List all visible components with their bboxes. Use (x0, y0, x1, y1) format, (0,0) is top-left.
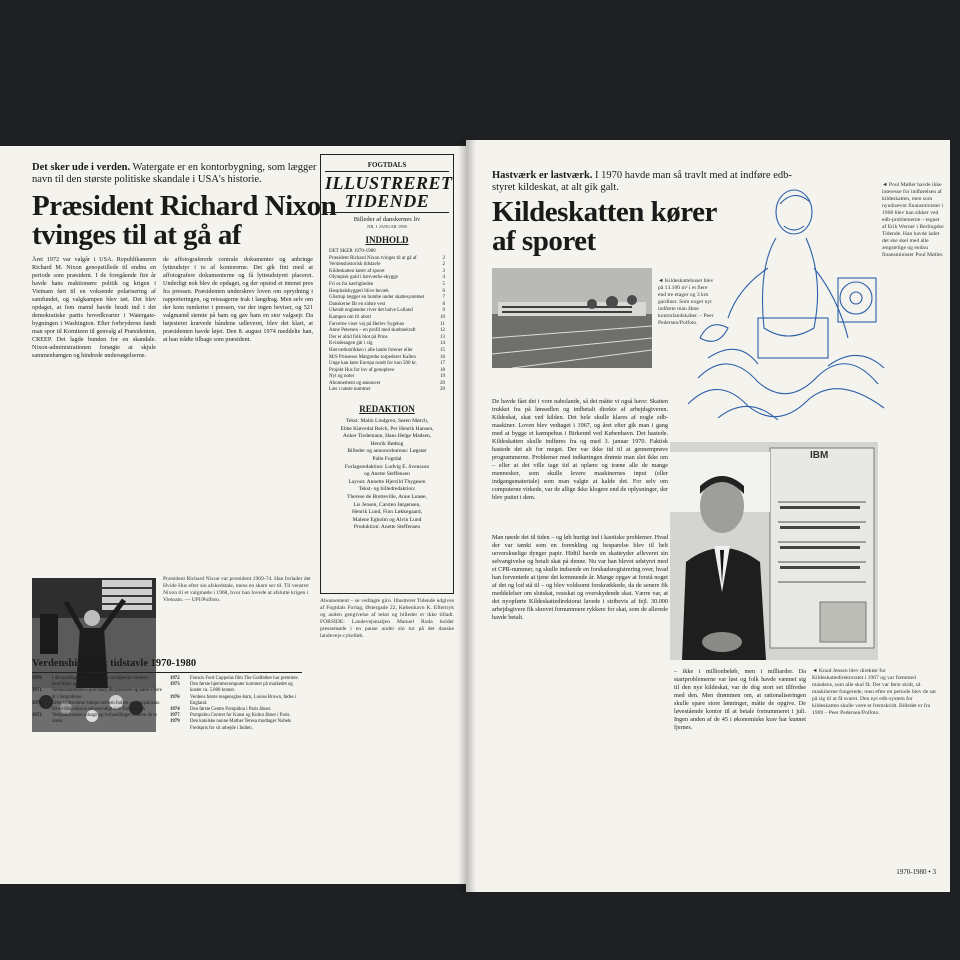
timeline-rule (32, 672, 302, 673)
building-photo-graphic (492, 268, 652, 368)
timeline-year: 1979 (170, 719, 180, 725)
timeline-row (32, 713, 164, 725)
timeline-year: 1971 (32, 688, 42, 694)
toc-item-label: Glistrup lægger en bombe under skattesystemet (329, 295, 425, 301)
toc-item-label: Præsident Richard Nixon tvinges til at gå af (329, 255, 417, 261)
toc-item-label: Verdenshistorisk tidstavle (329, 262, 381, 268)
toc-item (329, 315, 445, 322)
toc-item (329, 328, 445, 335)
staff-line: Forlagsredaktion: Ludvig E. Svensson (344, 463, 430, 470)
toc-item (329, 269, 445, 276)
staff-line: og Anette Steffensen (364, 471, 410, 478)
timeline-event: Verdens første reagensglas-barn, Louise Brown, fødes i England. (190, 694, 297, 706)
toc-item-label: Danskerne får en sidste vest (329, 301, 386, 307)
timeline-row (170, 682, 302, 694)
toc-item (329, 282, 445, 289)
toc-item (329, 374, 445, 381)
toc-item-page: 12 (440, 328, 445, 334)
staff-line: Ebbe Kløvedal Reich, Per Henrik Hansen, (340, 425, 434, 432)
toc-item-label: Anne Petersen – en profil med skæbnekraft (329, 328, 416, 334)
timeline-year: 1973 (170, 682, 180, 688)
kildeskat-headline-line2: af sporet (492, 225, 596, 257)
masthead-publisher: FOGTDALS (367, 161, 407, 169)
toc-item-page: 19 (440, 374, 445, 380)
toc-item-page: 20 (440, 380, 445, 386)
timeline-column-right (170, 676, 302, 732)
toc-item (329, 262, 445, 269)
timeline-column-left (32, 676, 164, 726)
cartoon-caption: ◄ Poul Møller havde ikke interesse for indførelsen af kildeskatten, men som nyudnævnt finansminister i 1968 blev han sikker ved edb-problemerne – tegnet af Erik Werner i Berlingske Tidende. Han havde ladet det ske skel med alle ængstelige og endnu finansminister Poul Møller. (882, 182, 944, 258)
toc-item (329, 308, 445, 315)
toc-item (329, 381, 445, 388)
nixon-article-col1: Året 1972 var valgår i USA. Republikaneren Richard M. Nixon genopstillede til endnu en periode som præsident. I de foregående fire år havde hans reaktionære politik og krigen i Vietnam ført til en voksende polarisering af samfundet, og valgkampen blev tæt. Det blev opdaget, at fem mænd havde brudt ind i det demokratiske partis hovedkvarter i Watergate-bygningen i Washington. Efter forbryderne fandt man spor til Komiteen til genvalg af Præsidenten, CREEP. Det lagde bunden for en skandale. Nixon-administrationen forsøgte at skjule sammenhængen og hindrede undersøgelserne. (32, 256, 156, 359)
ibm-logo: IBM (810, 450, 829, 461)
toc-item-page: 8 (442, 301, 445, 307)
timeline-year: 1971 (32, 700, 42, 706)
staff-line: Henrik Bødtog (370, 440, 404, 447)
toc-item-label: Unge kan køre Europa rundt for kun 500 kr. (329, 361, 417, 367)
toc-item-label: Nyt og noter (329, 374, 355, 380)
staff-line: Lis Jensen, Carsten Jørgensen, (353, 501, 421, 508)
timeline-event: Francis Ford Coppolas film The Godfather har premiere. (190, 676, 299, 681)
staff-line: Tekst: Malin Lindgren, Søren Mørch, (345, 418, 429, 425)
staff-line: Tekst- og billedredaktion: (358, 486, 416, 493)
timeline-event: I det nordlige Irland udbryder uroligheder mellem katolikker og protestanter. (52, 676, 148, 688)
toc-item-label: Olympisk guld i hærværks-skygge (329, 275, 399, 281)
nixon-headline-line1: Præsident Richard Nixon (32, 190, 337, 222)
toc-item-label: Læs i næste nummer (329, 387, 371, 393)
toc-item (329, 256, 445, 263)
timeline-row (170, 719, 302, 731)
toc-item-label: Hospitalsbyggeri blive bevæk (329, 288, 389, 294)
toc-item-page: 6 (442, 288, 445, 294)
staff-line: Malene Egholm og Alvin Lund (352, 516, 422, 523)
toc-item-label: DET SKER 1970-1980 (329, 249, 376, 254)
staff-list (321, 418, 453, 532)
toc-item (329, 249, 445, 256)
timeline-event: Den første Centre Pompidou i Paris åbner. (190, 707, 272, 713)
toc-item-page: 3 (442, 268, 445, 274)
timeline-year: 1974 (170, 707, 180, 713)
redaktion-heading: REDAKTION (359, 404, 415, 415)
toc-item-page: 4 (442, 275, 445, 281)
tax-machine-cartoon (688, 168, 888, 436)
timeline-row (170, 695, 302, 707)
masthead-title-line2: TIDENDE (344, 191, 430, 211)
toc-item-label: Projekt Hus for lov af genopleve (329, 367, 395, 373)
nixon-article-col2: de affotograferede centrale dokumenter og anbringe lytteudstyr i to af kontorerne. Det gik fint med at affotografere dokumenterne og få lytteudstyret placeret. Underligt nok blev de opdaget, og der opstod et intenst pres fra pressen. Præsidenten underskrev loven om oprydning i rapporteringen, og retssagerne trak i langdrag. Men selv om der kom rumlerier i pressen, var der ingen beviser, og 521 valgmænd stemte på ham og gav ham en stor valgsejr. Da højesteret krævede båndene udleveret, blev det klart, at præsidenten havde løjet. Den 8. august 1974 meddelte han, at han trådte tilbage som præsident. (163, 256, 313, 343)
toc-item-label: Hærværkstrikken i alle lande forener eller (329, 347, 413, 353)
toc-item (329, 361, 445, 368)
ibm-photo-caption: ◄ Knud Jensen blev direktør for Kildeskattedirektoratet i 1967 og var fremmed mandens, som alle skal få. Det var først skidt, så maskinerne fungerede, men efter en periode blev de sat på sig til at få svaret. Den nyt edb-system for kildeskatten skulle være et fremskridt. Billedet er fra 1969 – Peer Pedersen/Polfoto. (812, 668, 936, 716)
kildeskat-headline-line1: Kildeskatten kører (492, 196, 717, 228)
toc-item-label: Abonnement og annoncer (329, 380, 381, 386)
masthead-title (325, 171, 453, 213)
toc-item-page: 14 (440, 341, 445, 347)
toc-item-label: Farverne viser vej på Herlev Sygehus (329, 321, 405, 327)
staff-line: Layout: Annette Hjerrild Thygesen (348, 478, 426, 485)
magazine-spine (458, 140, 476, 892)
toc-item-label: Kampen om fri abort (329, 314, 372, 320)
toc-item-label: Kvindesagen går i sig (329, 341, 373, 347)
page-number: 1970-1980 • 3 (896, 868, 936, 876)
kildeskat-building-photo (492, 268, 652, 368)
timeline-event: Pompidou Centret for Kunst og Kultur åbner i Paris. (190, 713, 291, 719)
staff-line: Henrik Lund, Finn Løkkegaard, (351, 509, 423, 516)
toc-item-page: 18 (440, 367, 445, 373)
toc-item (329, 387, 445, 394)
kildeskat-article-col1-continued: Man nøede det til tiden – og løb hurtigt ind i kaotiske problemer. Hvad der var tænkt som en forenkling og besparelse blev til helt uoverskuelige dynger papir. Hidtil havde en skatteyder afleveret sin selvangivelse og betalt skat på denne. Nu var han blevet udstyret med et CPR-nummer, og skulle indsende en forskudsregistrering over, hvad han forventede at tjene det kommende år. Mange opgav at forstå noget af det og lod stå til – og blev voldsomt forskrækkede, da de senere fik meddelelser om slutskat, restskat og overskydende skat. Værre var, at det nyopførte Kildeskattedirektorat lavede i stribevis af fejl. 30.000 arbejdsgivere fik skrevet fornummere rykkere for skat, som de allerede havde betalt. (492, 534, 668, 621)
left-kicker: Det sker ude i verden. Watergate er en kontorbygning, som lægger navn til den største politiske skandale i USA's historie. (32, 162, 317, 185)
timeline-title: Verdenshistorisk tidstavle 1970-1980 (32, 658, 197, 669)
masthead-box (320, 154, 454, 594)
masthead-subtitle: Billeder af danskernes liv (353, 216, 421, 223)
toc-item (329, 355, 445, 362)
toc-item-label: Fri os fra kærligheden (329, 281, 374, 287)
toc-item-label: Der er altid folk blot på Prins (329, 334, 388, 340)
toc-item (329, 275, 445, 282)
toc-heading: INDHOLD (365, 235, 409, 245)
building-photo-caption: ◄ Kildeskattehuset blev på 13.100 m² i et flere end tre etager og 3 km gardiner. Som noget nyt indførte man åbne kontorlandskaber. – Peer Pedersen/Polfoto. (658, 278, 714, 326)
toc-item-page: 16 (440, 354, 445, 360)
left-page (0, 146, 466, 884)
toc-item-page: 5 (442, 281, 445, 287)
toc-item-page: 2 (442, 262, 445, 268)
toc-item-label: Ukendt englænder river det halve Lolland (329, 308, 413, 314)
toc-item (329, 348, 445, 355)
nixon-photo-caption: Præsident Richard Nixon var præsident 1969-74. Han forlader det Hvide Hus efter sin afskedstale, mens en skare ser til. Til venstre: Nixon til et valgmøde i 1968, hvor han lovede at afslutte krigen i Vietnam. — UPI/Polfoto. (163, 576, 311, 603)
toc-item (329, 289, 445, 296)
timeline-row (32, 688, 164, 700)
kildeskat-headline (492, 198, 717, 256)
staff-line: Palle Fogtdal (372, 456, 402, 463)
toc-item-page: 9 (442, 308, 445, 314)
timeline-event: Den katolske nonne Mother Teresa modtager Nobels Fredspris for sit arbejde i Indien. (190, 719, 292, 731)
toc-item-page: 7 (442, 295, 445, 301)
staff-line: Therese de Bretteville, Anne Lunøe, (347, 494, 427, 500)
kildeskat-article-col2: – ikke i millionbeløb, men i milliarder. Da startproblemerne var løst og folk havde vænnet sig til den nye kildeskat, var de dog stort set tilfredse med den. Men drømmen om, at rationaliseringen skulle spare store lønninger, måtte de opgive. De løvestående kontor til at betale fornummeret i juli. Ingen anden af de 45 i økonomiske krav har kunnet fjernes. (674, 668, 806, 731)
nixon-headline-line2: tvinges til at gå af (32, 219, 242, 251)
staff-line: Anker Tiedemann, Hans Helge Madsen, (342, 433, 432, 440)
right-kicker: Hastværk er lastværk. I 1970 havde man så travlt med at indføre edb-styret kildeskat, at alt gik galt. (492, 170, 792, 193)
timeline-event: Efter voldsomme kampe mellem Indien og Vestpakistan bliver Østpakistan selvstændigt som Bangladesh. (52, 700, 160, 713)
ibm-photo-graphic (670, 442, 878, 660)
staff-line: Produktion: Anette Steffensen (353, 524, 421, 531)
kildeskat-article-col1: De havde fået det i vore nabolande, så det måtte vi også have: Skatten trukket fra på lønsedlen og indbetalt direkte af arbejdsgiveren. Kildeskat, skat ved kilden. Det hele skulle klares af nogle edb-maskiner. Loven blev vedtaget i 1967, og året efter gik man i gang med at bygge et kæmpehus i Birkerød ved København. Det hastede. Kildeskatten skulle indføres fra og med 3. januar 1970. Faktisk hastede det alt for meget. Der var ikke tid til at gennemprøve programmerne. Problemer med indkøringen drømte man slet ikke om – eller at det ville tage tid at oplære og træne alle de mange mennesker, som skulle levere maskinernes input (eller indgangsmateriale) som man valgte at kalde det. For selv om computerne virkede, var de allige ikke klogere end de oplysninger, der blev puttet i dem. (492, 398, 668, 501)
toc-item (329, 368, 445, 375)
timeline-row (32, 676, 164, 688)
timeline-year: 1976 (170, 694, 180, 700)
timeline-year: 1972 (32, 713, 42, 719)
toc-list (329, 249, 445, 394)
timeline-year: 1977 (170, 713, 180, 719)
cartoon-illustration (688, 168, 888, 436)
timeline-event: Vestpakistanske udsagn og forhandlinger mellem de to stater. (52, 713, 157, 725)
right-page (466, 140, 950, 892)
timeline-event: Verdensmesteren Love Story får premiere og kører i flere år i biograferne. (52, 688, 163, 700)
toc-item-page: 13 (440, 334, 445, 340)
toc-item-label: M/S Prinsesse Margrethe torpederer Kallen (329, 354, 416, 360)
timeline-event: Den første hjemmecomputer kommer på markedet og koster ca. 5.000 kroner. (190, 682, 293, 694)
toc-item-label: Kildeskatten kører af sporet (329, 268, 385, 274)
toc-item-page: 20 (440, 387, 445, 393)
timeline-year: 1972 (170, 676, 180, 681)
nixon-headline (32, 192, 336, 250)
toc-item-page: 2 (442, 255, 445, 261)
toc-item-page: 11 (440, 321, 445, 327)
toc-item (329, 322, 445, 329)
masthead-footer-text: Abonnement – se vedlagte giro. Illustreret Tidende udgives af Fogtdals Forlag, Østergade 22, København K. Eftertryk og anden gengivelse af tekst og billeder er ikke tilladt. FORSIDE: Landevejsmaljen Manuel Roda holder pressemøde i en pause under sin tur på det danske landevejs-cykelløb. (320, 598, 454, 639)
masthead-title-line1: ILLUSTRERET (325, 173, 453, 193)
toc-item (329, 295, 445, 302)
toc-item (329, 341, 445, 348)
timeline-row (32, 701, 164, 713)
toc-item (329, 302, 445, 309)
masthead-issue-date: NR. 1 JANUAR 1980 (367, 224, 407, 229)
staff-line: Billeder og annoncebureau: Løgstør (347, 448, 427, 455)
toc-item-page: 17 (440, 361, 445, 367)
ibm-computer-photo (670, 442, 878, 660)
toc-item-page: 15 (440, 347, 445, 353)
toc-item-page: 10 (440, 314, 445, 320)
timeline-year: 1970 (32, 676, 42, 681)
